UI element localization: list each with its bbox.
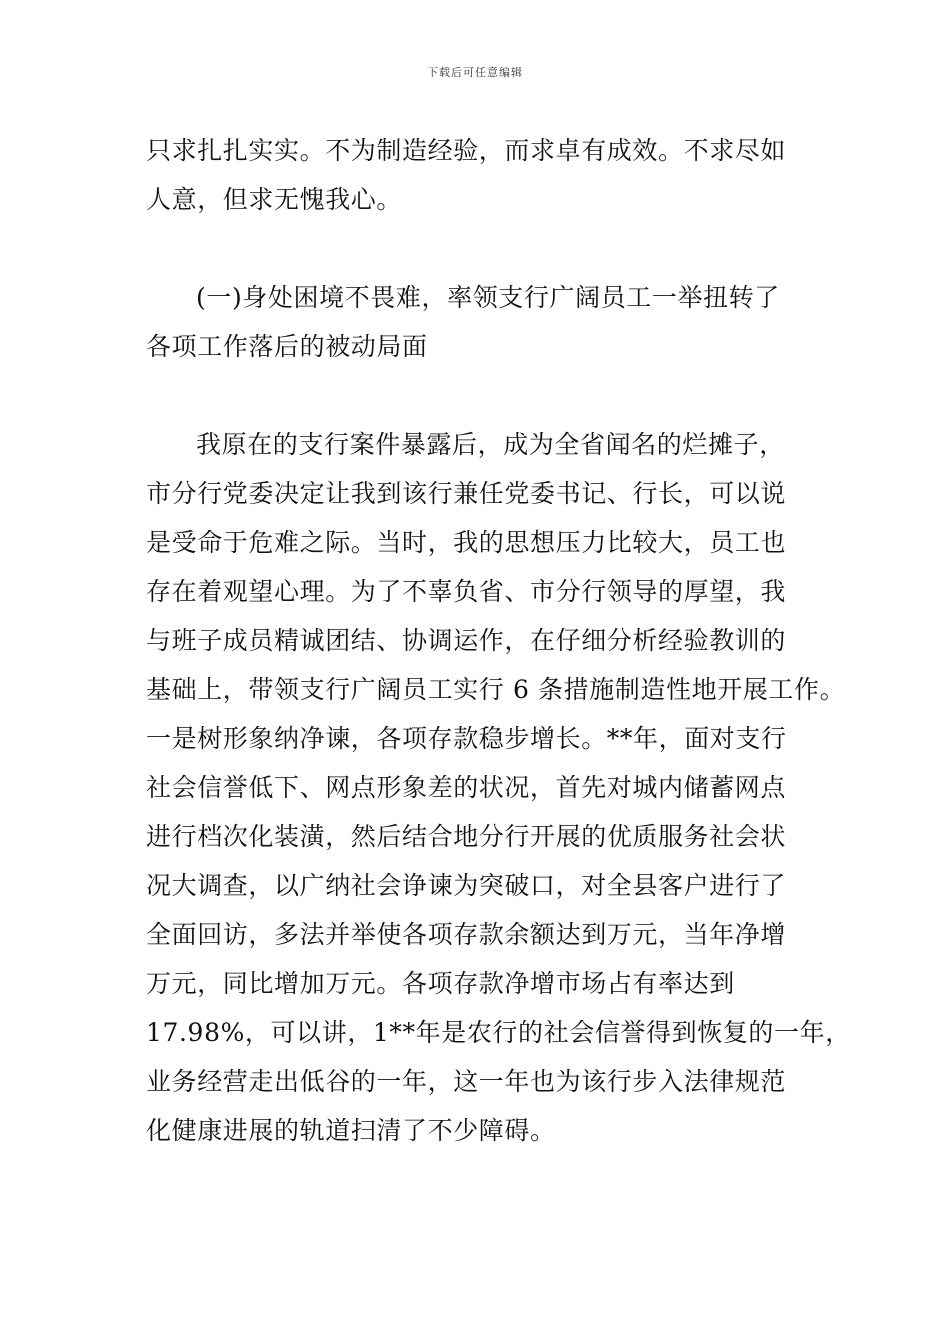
text-line: 全面回访，多法并举使各项存款余额达到万元，当年净增 bbox=[146, 920, 787, 949]
text-line: 况大调查，以广纳社会诤谏为突破口，对全县客户进行了 bbox=[146, 871, 787, 900]
text-line: 基础上，带领支行广阔员工实行 6 条措施制造性地开展工作。 bbox=[146, 675, 846, 704]
paragraph-spacer bbox=[146, 371, 826, 420]
text-line: (一)身处困境不畏难，率领支行广阔员工一举扭转了 bbox=[196, 283, 780, 312]
text-line: 各项工作落后的被动局面 bbox=[146, 332, 428, 361]
text-line: 存在着观望心理。为了不辜负省、市分行领导的厚望，我 bbox=[146, 577, 787, 606]
text-line: 万元，同比增加万元。各项存款净增市场占有率达到 bbox=[146, 969, 735, 998]
text-line: 业务经营走出低谷的一年，这一年也为该行步入法律规范 bbox=[146, 1067, 787, 1096]
text-line: 我原在的支行案件暴露后，成为全省闻名的烂摊子， bbox=[196, 430, 785, 459]
text-line: 与班子成员精诚团结、协调运作，在仔细分析经验教训的 bbox=[146, 626, 787, 655]
text-line: 社会信誉低下、网点形象差的状况，首先对城内储蓄网点 bbox=[146, 773, 787, 802]
text-line: 只求扎扎实实。不为制造经验，而求卓有成效。不求尽如 bbox=[146, 136, 787, 165]
text-line: 市分行党委决定让我到该行兼任党委书记、行长，可以说 bbox=[146, 479, 787, 508]
paragraph-2-section-heading bbox=[146, 273, 826, 371]
paragraph-1 bbox=[146, 126, 826, 224]
text-line: 进行档次化装潢，然后结合地分行开展的优质服务社会状 bbox=[146, 822, 787, 851]
document-body bbox=[146, 126, 851, 1155]
text-line: 是受命于危难之际。当时，我的思想压力比较大，员工也 bbox=[146, 528, 787, 557]
paragraph-3 bbox=[146, 420, 851, 1155]
text-line: 一是树形象纳净谏，各项存款稳步增长。**年，面对支行 bbox=[146, 724, 787, 753]
text-line: 人意，但求无愧我心。 bbox=[146, 185, 403, 214]
text-line: 17.98%，可以讲，1**年是农行的社会信誉得到恢复的一年， bbox=[146, 1018, 851, 1047]
page-header: 下载后可任意编辑 bbox=[427, 66, 523, 79]
paragraph-spacer bbox=[146, 224, 826, 273]
text-line: 化健康进展的轨道扫清了不少障碍。 bbox=[146, 1116, 556, 1145]
